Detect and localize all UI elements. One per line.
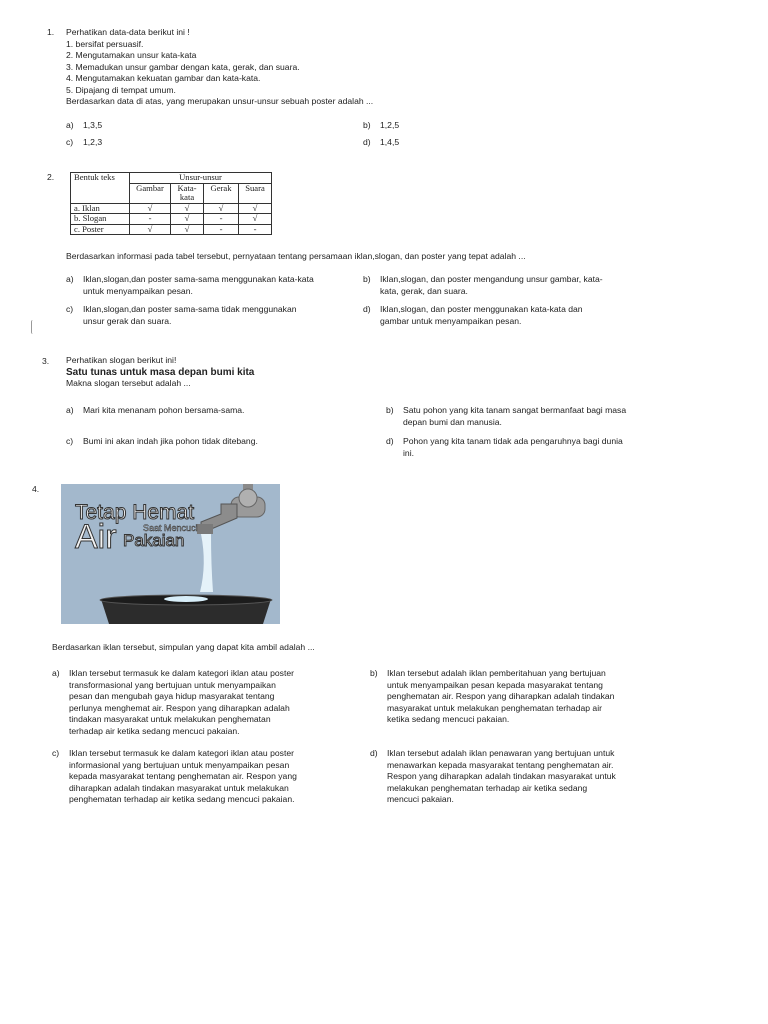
option-text-line: masyarakat untuk melakukan penghematan terhadap air <box>387 702 602 713</box>
option-text-line: Bumi ini akan indah jika pohon tidak ditebang. <box>83 436 258 446</box>
poster-title-line3: Pakaian <box>123 531 185 550</box>
option-text-line: kata, gerak, dan suara. <box>380 285 468 296</box>
q1-line: 3. Memadukan unsur gambar dengan kata, gerak, dan suara. <box>66 61 300 72</box>
q3-question: Makna slogan tersebut adalah ... <box>66 378 191 388</box>
faucet-nozzle <box>197 524 213 534</box>
table-cell: - <box>204 214 239 225</box>
option-label: b) <box>363 274 371 284</box>
option-text: 1,3,5 <box>83 120 103 130</box>
poster-title-line1: Tetap Hemat <box>75 501 195 524</box>
poster-title-small: Saat Mencuci <box>143 523 198 533</box>
option-label: a) <box>66 274 74 284</box>
option-label: c) <box>66 137 74 147</box>
option-text-line: Iklan,slogan, dan poster mengandung unsur gambar, kata- <box>380 274 603 284</box>
option-text-line: terhadap air ketika sedang mencuci pakaian. <box>69 725 240 736</box>
table-cell: √ <box>239 203 272 214</box>
table-col-header: Suara <box>239 183 272 203</box>
question-3-stem <box>66 355 254 390</box>
option-label: c) <box>66 304 74 314</box>
question-4-stem: Berdasarkan iklan tersebut, simpulan yang dapat kita ambil adalah ... <box>52 642 315 652</box>
option-text-line: Iklan,slogan,dan poster sama-sama menggunakan kata-kata <box>83 274 314 284</box>
row-label: b. Slogan <box>71 214 130 225</box>
option-text-line: kepada masyarakat tentang penghematan air. Respon yang <box>69 771 297 781</box>
q3-intro: Perhatikan slogan berikut ini! <box>66 355 177 365</box>
question-3-number: 3. <box>42 356 50 366</box>
table-cell: √ <box>130 203 171 214</box>
q1-line: Berdasarkan data di atas, yang merupakan unsur-unsur sebuah poster adalah ... <box>66 96 374 106</box>
option-label: b) <box>386 405 394 415</box>
table-header-bentuk: Bentuk teks <box>71 173 130 204</box>
option-text-line: transformasional yang bertujuan untuk menyampaikan <box>69 679 276 690</box>
option-label: d) <box>363 137 371 147</box>
option-text: 1,4,5 <box>380 137 400 147</box>
option-text-line: unsur gerak dan suara. <box>83 315 172 326</box>
table-header-unsur: Unsur-unsur <box>130 173 272 184</box>
row-label: c. Poster <box>71 224 130 235</box>
option-label: a) <box>52 668 60 678</box>
option-text-line: perlunya menghemat air. Respon yang diharapkan adalah <box>69 702 290 713</box>
table-row <box>71 224 272 235</box>
table-col-header: Kata-kata <box>171 183 204 203</box>
table-cell: - <box>130 214 171 225</box>
table-cell: √ <box>130 224 171 235</box>
option-text: 1,2,3 <box>83 137 103 147</box>
q1-line: 2. Mengutamakan unsur kata-kata <box>66 50 197 60</box>
option-label: b) <box>370 668 378 678</box>
option-text-line: melakukan penghematan terhadap air ketika sedang <box>387 782 588 793</box>
option-text-line: Mari kita menanam pohon bersama-sama. <box>83 405 245 415</box>
table-row <box>71 203 272 214</box>
table-col-header: Gerak <box>204 183 239 203</box>
option-text-line: Iklan tersebut termasuk ke dalam kategori iklan atau poster <box>69 748 294 758</box>
option-label: c) <box>52 748 60 758</box>
option-text: 1,2,5 <box>380 120 400 130</box>
option-label: d) <box>386 436 394 446</box>
option-text-line: diharapkan adalah tindakan masyarakat untuk melakukan <box>69 782 289 793</box>
option-text-line: pesan dan mengubah gaya hidup masyarakat tentang <box>69 691 275 701</box>
q1-line: 4. Mengutamakan kekuatan gambar dan kata-kata. <box>66 73 261 83</box>
option-text-line: Respon yang diharapkan adalah tindakan masyarakat untuk <box>387 771 616 781</box>
option-text-line: untuk menyampaikan pesan kepada masyarakat tentang <box>387 679 603 690</box>
q1-line: 1. bersifat persuasif. <box>66 38 144 49</box>
table-row <box>71 214 272 225</box>
table-cell: √ <box>171 224 204 235</box>
q1-line: 5. Dipajang di tempat umum. <box>66 84 176 95</box>
question-1-number: 1. <box>47 27 55 37</box>
option-label: a) <box>66 120 74 130</box>
water-stream <box>200 534 213 592</box>
question-2-number: 2. <box>47 172 55 182</box>
unsur-table <box>70 172 272 235</box>
option-text-line: ini. <box>403 447 414 458</box>
option-text-line: untuk menyampaikan pesan. <box>83 285 193 296</box>
option-text-line: penghematan air. Respon yang diharapkan adalah tindakan <box>387 691 615 701</box>
question-4-number: 4. <box>32 484 40 494</box>
margin-bracket <box>31 320 35 334</box>
q3-slogan: Satu tunas untuk masa depan bumi kita <box>66 366 255 378</box>
option-text-line: Pohon yang kita tanam tidak ada pengaruhnya bagi dunia <box>403 436 623 446</box>
table-cell: - <box>204 224 239 235</box>
table-col-header: Gambar <box>130 183 171 203</box>
q1-line: Perhatikan data-data berikut ini ! <box>66 27 190 37</box>
option-text-line: informasional yang bertujuan untuk menyampaikan pesan <box>69 759 290 770</box>
option-text-line: tindakan masyarakat untuk melakukan penghematan <box>69 714 271 724</box>
option-text-line: menawarkan kepada masyarakat tentang penghematan air. <box>387 759 614 770</box>
option-label: b) <box>363 120 371 130</box>
option-label: d) <box>363 304 371 314</box>
hemat-air-poster <box>61 484 280 624</box>
option-text-line: gambar untuk menyampaikan pesan. <box>380 315 522 326</box>
option-text-line: Iklan tersebut adalah iklan pemberitahuan yang bertujuan <box>387 668 606 678</box>
option-text-line: depan bumi dan manusia. <box>403 416 502 427</box>
option-label: c) <box>66 436 74 446</box>
row-label: a. Iklan <box>71 203 130 214</box>
faucet-knob <box>239 489 257 507</box>
option-text-line: mencuci pakaian. <box>387 794 454 804</box>
option-label: d) <box>370 748 378 758</box>
question-1-stem <box>66 27 373 108</box>
option-text-line: Iklan,slogan,dan poster sama-sama tidak menggunakan <box>83 304 297 314</box>
table-cell: - <box>239 224 272 235</box>
question-2-stem: Berdasarkan informasi pada tabel tersebut, pernyataan tentang persamaan iklan,slogan, dan poster yang tepat adalah ... <box>66 251 526 261</box>
option-label: a) <box>66 405 74 415</box>
option-text-line: Iklan,slogan, dan poster menggunakan kata-kata dan <box>380 304 583 314</box>
table-cell: √ <box>204 203 239 214</box>
option-text-line: ketika sedang mencuci pakaian. <box>387 714 510 724</box>
table-cell: √ <box>171 203 204 214</box>
poster-title-big: Air <box>75 518 117 556</box>
option-text-line: Iklan tersebut termasuk ke dalam kategori iklan atau poster <box>69 668 294 678</box>
option-text-line: Satu pohon yang kita tanam sangat bermanfaat bagi masa <box>403 405 627 415</box>
option-text-line: penghematan terhadap air ketika sedang mencuci pakaian. <box>69 794 295 804</box>
option-text-line: Iklan tersebut adalah iklan penawaran yang bertujuan untuk <box>387 748 615 758</box>
water-splash <box>164 596 208 602</box>
table-cell: √ <box>171 214 204 225</box>
table-cell: √ <box>239 214 272 225</box>
